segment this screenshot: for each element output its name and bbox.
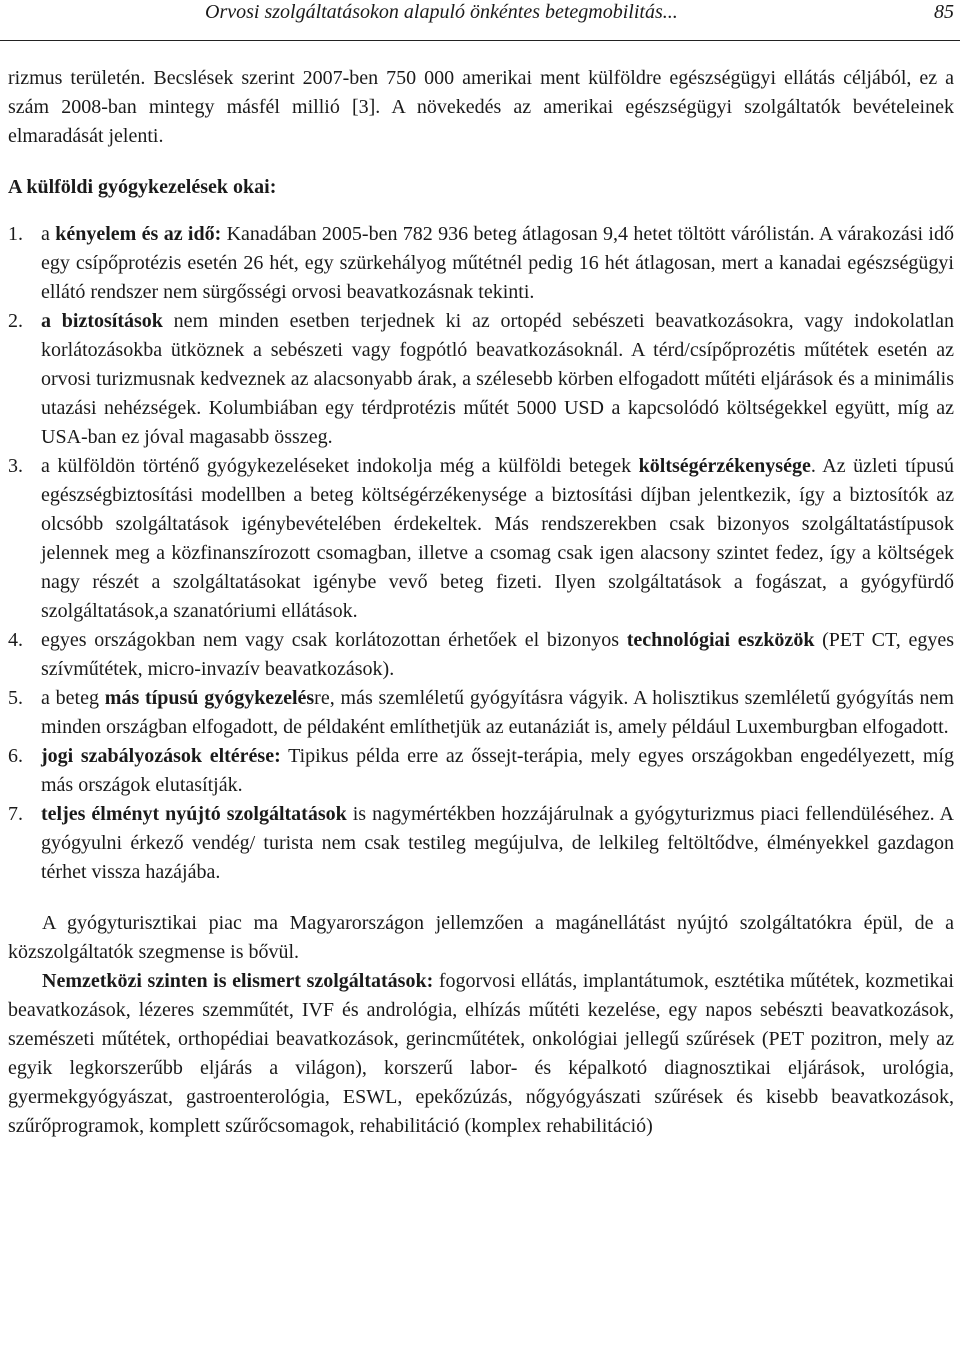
reason-number: 1. [8, 223, 23, 245]
reason-item-4 [8, 626, 954, 684]
page-number: 85 [934, 1, 954, 23]
section-heading: A külföldi gyógykezelések okai: [8, 176, 277, 198]
market-paragraph: A gyógyturisztikai piac ma Magyarországon jellemzően a magánellátást nyújtó szolgáltatókra épül, de a közszolgáltatók szegmense is bővül. [8, 912, 954, 963]
reasons-list [8, 220, 954, 887]
page-header [0, 0, 960, 41]
running-title: Orvosi szolgáltatásokon alapuló önkéntes betegmobilitás... [205, 1, 678, 23]
reason-text-post: (PET CT, egyes szívműtétek, micro-invazív beavatkozások). [41, 629, 954, 680]
services-paragraph [8, 967, 954, 1141]
reason-keyword: technológiai eszközök [626, 629, 815, 651]
reason-text-post: nem minden esetben terjednek ki az ortopéd sebészeti beavatkozásokra, vagy indokolatlan korlátozásokba ütköznek a sebészeti vagy fogpótló beavatkozásoknál. A térd/csípőprozétis műtétek esetén az orvosi turizmusnak kedveznek az alacsonyabb árak, a szélesebb körben elfogadott műtéti eljárások és a minimális utazási nehézségek. Kolumbiában egy térdprotézis műtét 5000 USD a kapcsolódó költségekkel együtt, míg az USA-ban ez jóval magasabb összeg. [41, 310, 954, 448]
reason-item-3 [8, 452, 954, 626]
reason-number: 5. [8, 687, 23, 709]
reason-item-7 [8, 800, 954, 887]
reason-text-post: re, más szemléletű gyógyításra vágyik. A holisztikus szemléletű gyógyítás nem minden országban elfogadott, de példaként említhetjük az eutanáziát is, amely például Luxemburgban elfogadott. [41, 687, 954, 738]
reason-keyword: a biztosítások [41, 310, 163, 332]
reason-keyword: költségérzékenysége [638, 455, 811, 477]
reason-keyword: teljes élményt nyújtó szolgáltatások [41, 803, 347, 825]
services-text: fogorvosi ellátás, implantátumok, esztétika műtétek, kozmetikai beavatkozások, lézeres szemműtét, IVF és andrológia, elhízás műtéti kezelése, egy napos sebészti beavatkozások, szemészeti műtétek, orthopédiai beavatkozások, gerincműtétek, onkológiai jellegű szűrések (PET pozitron, mely az egyik legkorszerűbb eljárás a világon), korszerű labor- és képalkotó diagnosztikai eljárások, urológia, gyermekgyógyászat, gastroenterológia, ESWL, epekőzúzás, nőgyógyászati szűrések és kisebb beavatkozások, szűrőprogramok, komplett szűrőcsomagok, rehabilitáció (komplex rehabilitáció) [8, 970, 954, 1137]
reason-text-post: Kanadában 2005-ben 782 936 beteg átlagosan 9,4 hetet töltött várólistán. A várakozási idő egy csípőprotézis esetén 26 hét, egy szürkehályog műtétnél pedig 16 hét átlagosan, mert a kanadai egészségügyi ellátó rendszer nem sürgősségi orvosi beavatkozásnak tekinti. [41, 223, 954, 303]
reason-text-pre: a [41, 223, 56, 245]
page-content [8, 64, 954, 1141]
reason-number: 6. [8, 745, 23, 767]
reason-keyword: kényelem és az idő: [55, 223, 222, 245]
reason-text-post: Tipikus példa erre az őssejt-terápia, mely egyes országokban engedélyezett, míg más országok elutasítják. [41, 745, 954, 796]
services-lead: Nemzetközi szinten is elismert szolgáltatások: [42, 970, 434, 992]
reason-item-2 [8, 307, 954, 452]
intro-paragraph: rizmus területén. Becslések szerint 2007-ben 750 000 amerikai ment külföldre egészségügyi ellátás céljából, ez a szám 2008-ban mintegy másfél millió [3]. A növekedés az amerikai egészségügyi szolgáltatók bevételeinek elmaradását jelenti. [8, 67, 954, 147]
reason-item-5 [8, 684, 954, 742]
reason-text-pre: a beteg [41, 687, 105, 709]
reason-number: 4. [8, 629, 23, 651]
reason-item-1 [8, 220, 954, 307]
reason-keyword: más típusú gyógykezelés [104, 687, 315, 709]
reason-text-post: is nagymértékben hozzájárulnak a gyógyturizmus piaci fellendüléséhez. A gyógyulni érkező vendég/ turista nem csak testileg megújulva, de lelkileg feltöltődve, élményekkel gazdagon térhet vissza hazájába. [41, 803, 955, 883]
reason-number: 3. [8, 455, 23, 477]
reason-number: 2. [8, 310, 23, 332]
reason-text-post: . Az üzleti típusú egészségbiztosítási modellben a beteg költségérzékenysége a biztosítási díjban jelentkezik, így a biztosítók az olcsóbb szolgáltatások igénybevételében érdekeltek. Más rendszerekben csak bizonyos szolgáltatástípusok jelennek meg a közfinanszírozott csomagban, illetve a csomag csak igen alacsony szintet fedez, így a költségek nagy részét a szolgáltatásokat igénybe vevő beteg fizeti. Ilyen szolgáltatások a fogászat, a gyógyfürdő szolgáltatások,a szanatóriumi ellátások. [41, 455, 954, 622]
reason-item-6 [8, 742, 954, 800]
reason-number: 7. [8, 803, 23, 825]
reason-text-pre: egyes országokban nem vagy csak korlátozottan érhetőek el bizonyos [41, 629, 627, 651]
reason-keyword: jogi szabályozások eltérése: [41, 745, 281, 767]
reason-text-pre: a külföldön történő gyógykezeléseket indokolja még a külföldi betegek [41, 455, 639, 477]
